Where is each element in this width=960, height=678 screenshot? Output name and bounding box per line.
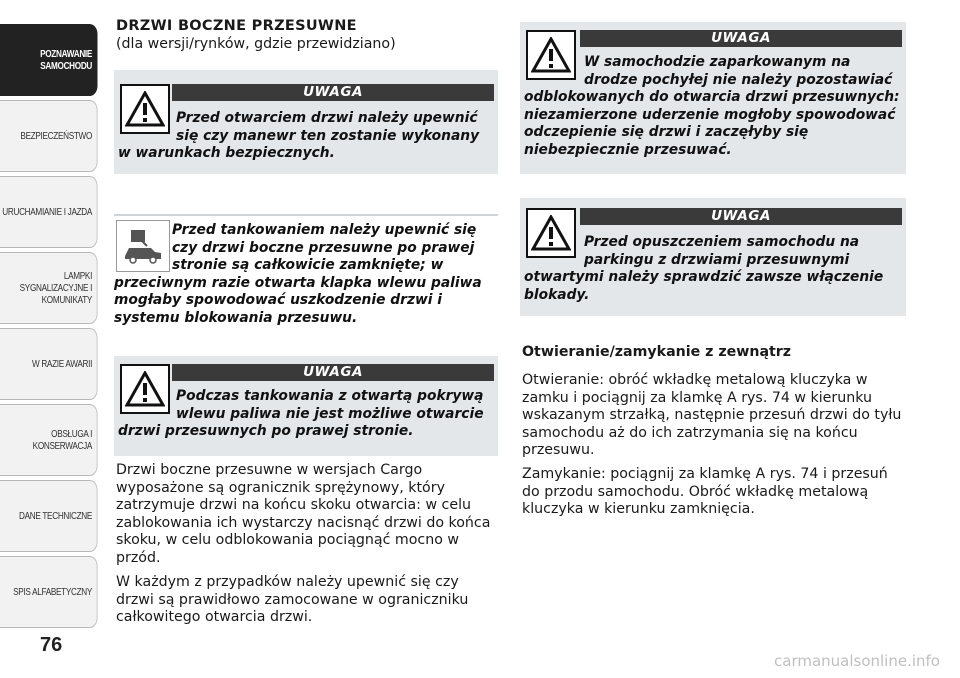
note-line: mogłaby spowodować uszkodzenie drzwi i [114, 292, 442, 308]
warning-box-2 [114, 356, 498, 456]
note-line: czy drzwi boczne przesuwne po prawej [172, 239, 475, 256]
warning-box-4 [520, 198, 906, 316]
warning-header: UWAGA [172, 364, 494, 381]
tab-label: DANE TECHNICZNE [19, 510, 93, 522]
tab-label: BEZPIECZEŃSTWO [20, 130, 93, 142]
note-divider [114, 214, 498, 216]
warning-header: UWAGA [580, 208, 902, 225]
note-line: stronie są całkowicie zamknięte; w [172, 257, 444, 273]
warning-line: W samochodzie zaparkowanym na [584, 54, 851, 70]
warning-line: się czy manewr ten zostanie wykonany [176, 127, 480, 144]
section-title: DRZWI BOCZNE PRZESUWNE [116, 18, 357, 34]
paragraph: W każdym z przypadków należy upewnić się czy drzwi są prawidłowo zamocowane w ograniczniku całkowitego otwarcia drzwi. [116, 574, 469, 625]
tab-w-razie-awarii[interactable] [0, 328, 98, 400]
tab-spis-alfabetyczny[interactable] [0, 556, 98, 628]
paragraph: Otwieranie: obróć wkładkę metalową kluczyka w zamku i pociągnij za klamkę A rys. 74 w kierunku wskazanym strzałką, następnie przesuń drzwi do tyłu samochodu aż do ich zatrzymania się na końcu przesuwu. [522, 372, 902, 458]
note-line: Przed tankowaniem należy upewnić się [172, 222, 477, 238]
warning-line: Podczas tankowania z otwartą pokrywą [176, 388, 484, 404]
warning-header: UWAGA [580, 30, 902, 47]
warning-line: Przed opuszczeniem samochodu na [584, 234, 860, 250]
tab-uruchamianie-i-jazda[interactable] [0, 176, 98, 248]
warning-line: odblokowanych do otwarcia drzwi przesuwnych: [524, 89, 900, 105]
tab-dane-techniczne[interactable] [0, 480, 98, 552]
paragraph: Zamykanie: pociągnij za klamkę A rys. 74 i przesuń do przodu samochodu. Obróć wkładkę metalową kluczyka w kierunku zamknięcia. [522, 466, 888, 517]
tab-label: OBSŁUGA I KONSERWACJA [32, 428, 93, 452]
warning-box-1 [114, 70, 498, 174]
warning-header: UWAGA [172, 84, 494, 101]
paragraph: Drzwi boczne przesuwne w wersjach Cargo wyposażone są ogranicznik sprężynowy, który zatrzymuje drzwi na końcu skoku otwarcia: w celu zablokowania ich wystarczy nacisnąć drzwi do końca skoku, w celu odblokowania pociągnąć mocno w przód. [116, 462, 491, 566]
tab-bezpieczenstwo[interactable] [0, 100, 98, 172]
tab-label: URUCHAMIANIE I JAZDA [2, 206, 93, 218]
warning-line: odczepienie się drzwi i zaczęłyby się [524, 124, 809, 140]
tab-obsluga-i-konserwacja[interactable] [0, 404, 98, 476]
tab-label: SPIS ALFABETYCZNY [13, 586, 93, 598]
page-number: 76 [40, 634, 63, 656]
tab-label: LAMPKI SYGNALIZACYJNE I KOMUNIKATY [19, 270, 93, 306]
note-text [114, 222, 498, 327]
warning-line: blokady. [524, 286, 590, 303]
section-subtitle: (dla wersji/rynków, gdzie przewidziano) [116, 36, 396, 52]
tab-lampki-sygnalizacyjne[interactable] [0, 252, 98, 324]
warning-line: Przed otwarciem drzwi należy upewnić [176, 110, 478, 126]
warning-line: w warunkach bezpiecznych. [118, 145, 335, 161]
warning-box-3 [520, 22, 906, 174]
watermark: carmanualsonline.info [774, 652, 940, 670]
warning-line: niebezpiecznie przesuwać. [524, 141, 732, 158]
tab-label: W RAZIE AWARII [31, 358, 93, 370]
section-heading: Otwieranie/zamykanie z zewnątrz [522, 344, 792, 360]
note-line: przeciwnym razie otwarta klapka wlewu paliwa [114, 274, 482, 291]
warning-line: niezamierzone uderzenie mogłoby spowodować [524, 106, 896, 123]
warning-line: drzwi przesuwnych po prawej stronie. [118, 423, 414, 439]
warning-line: wlewu paliwa nie jest możliwe otwarcie [176, 405, 484, 422]
tab-poznawanie-samochodu[interactable] [0, 24, 98, 96]
note-line: systemu blokowania przesuwu. [114, 309, 358, 326]
tab-label: POZNAWANIE SAMOCHODU [40, 48, 93, 72]
warning-line: parkingu z drzwiami przesuwnymi [584, 251, 850, 268]
warning-line: drodze pochyłej nie należy pozostawiać [584, 71, 893, 88]
warning-line: otwartymi należy sprawdzić zawsze włączenie [524, 269, 884, 285]
